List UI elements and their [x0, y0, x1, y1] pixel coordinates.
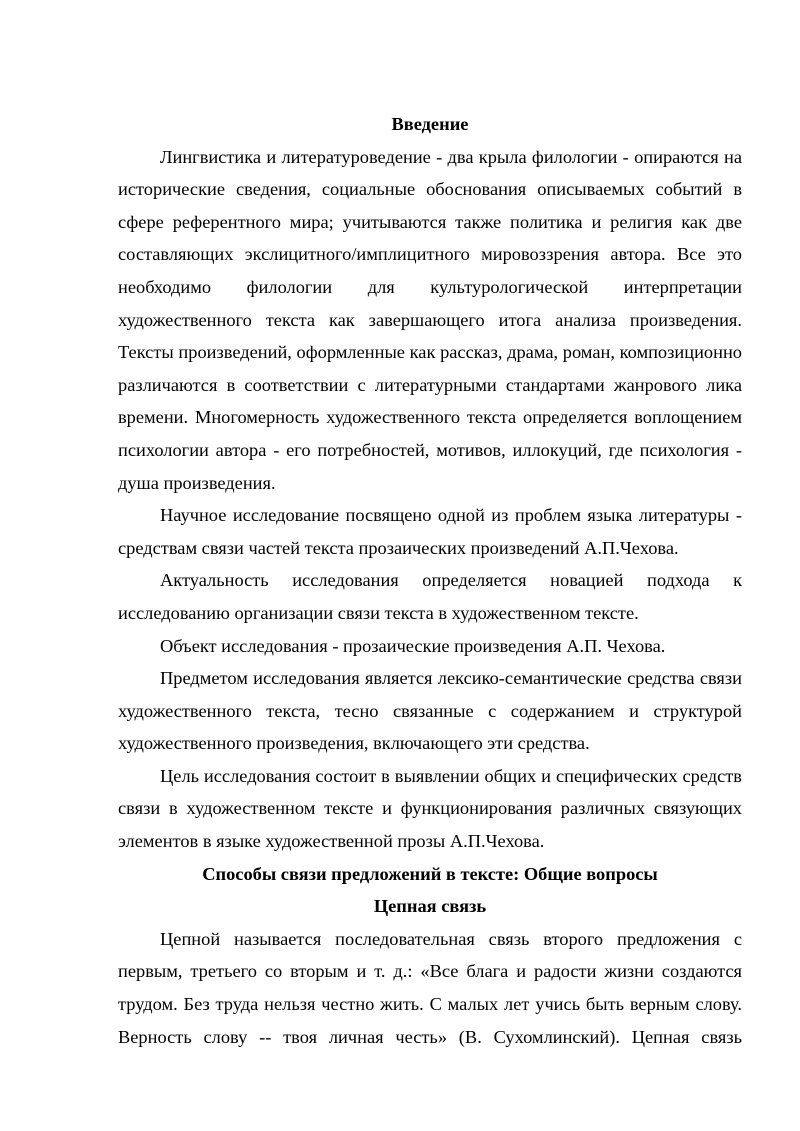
- paragraph-relevance: Актуальность исследования определяется новацией подхода к исследованию организации связи текста в художественном тексте.: [118, 570, 742, 623]
- heading-introduction: Введение: [391, 114, 469, 134]
- paragraph-chain-link: Цепной называется последовательная связь второго предложения с первым, третьего со вторым и т. д.: «Все блага и радости жизни создаются трудом. Без труда нельзя честно жить. С малых лет учись быть верным слову. Верность слову -- твоя личная честь» (В. Сухомлинский). Цепная связь: [118, 928, 742, 1047]
- heading-subsection-chain: Цепная связь: [373, 896, 487, 917]
- paragraph-goal: Цель исследования состоит в выявлении общих и специфических средств связи в художественном тексте и функционирования различных связующих элементов в языке художественной прозы А.П.Чехова.: [118, 765, 742, 852]
- paragraph-subject: Предметом исследования является лексико-семантические средства связи художественного текста, тесно связанные с содержанием и структурой художественного произведения, включающего эти средства.: [118, 668, 742, 754]
- document-body: [118, 108, 742, 1053]
- paragraph-intro-philology: Лингвистика и литературоведение - два крыла филологии - опираются на исторические сведения, социальные обоснования описываемых событий в сфере референтного мира; учитываются также политика и религия как две составляющих экслицитного/имплицитного мировоззрения автора. Все это необходимо филологии для культурологической интерпретации художественного текста как завершающего итога анализа произведения. Тексты произведений, оформленные как рассказ, драма, роман, композиционно различаются в соответствии с литературными стандартами жанрового лика времени. Многомерность художественного текста определяется воплощением психологии автора - его потребностей, мотивов, иллокуций, где психология - душа произведения.: [118, 146, 742, 493]
- paragraph-research-topic: Научное исследование посвящено одной из проблем языка литературы - средствам связи частей текста прозаических произведений А.П.Чехова.: [118, 505, 742, 558]
- paragraph-object: Объект исследования - прозаические произведения А.П. Чехова.: [160, 635, 666, 656]
- heading-section-methods: Способы связи предложений в тексте: Общие вопросы: [202, 863, 658, 884]
